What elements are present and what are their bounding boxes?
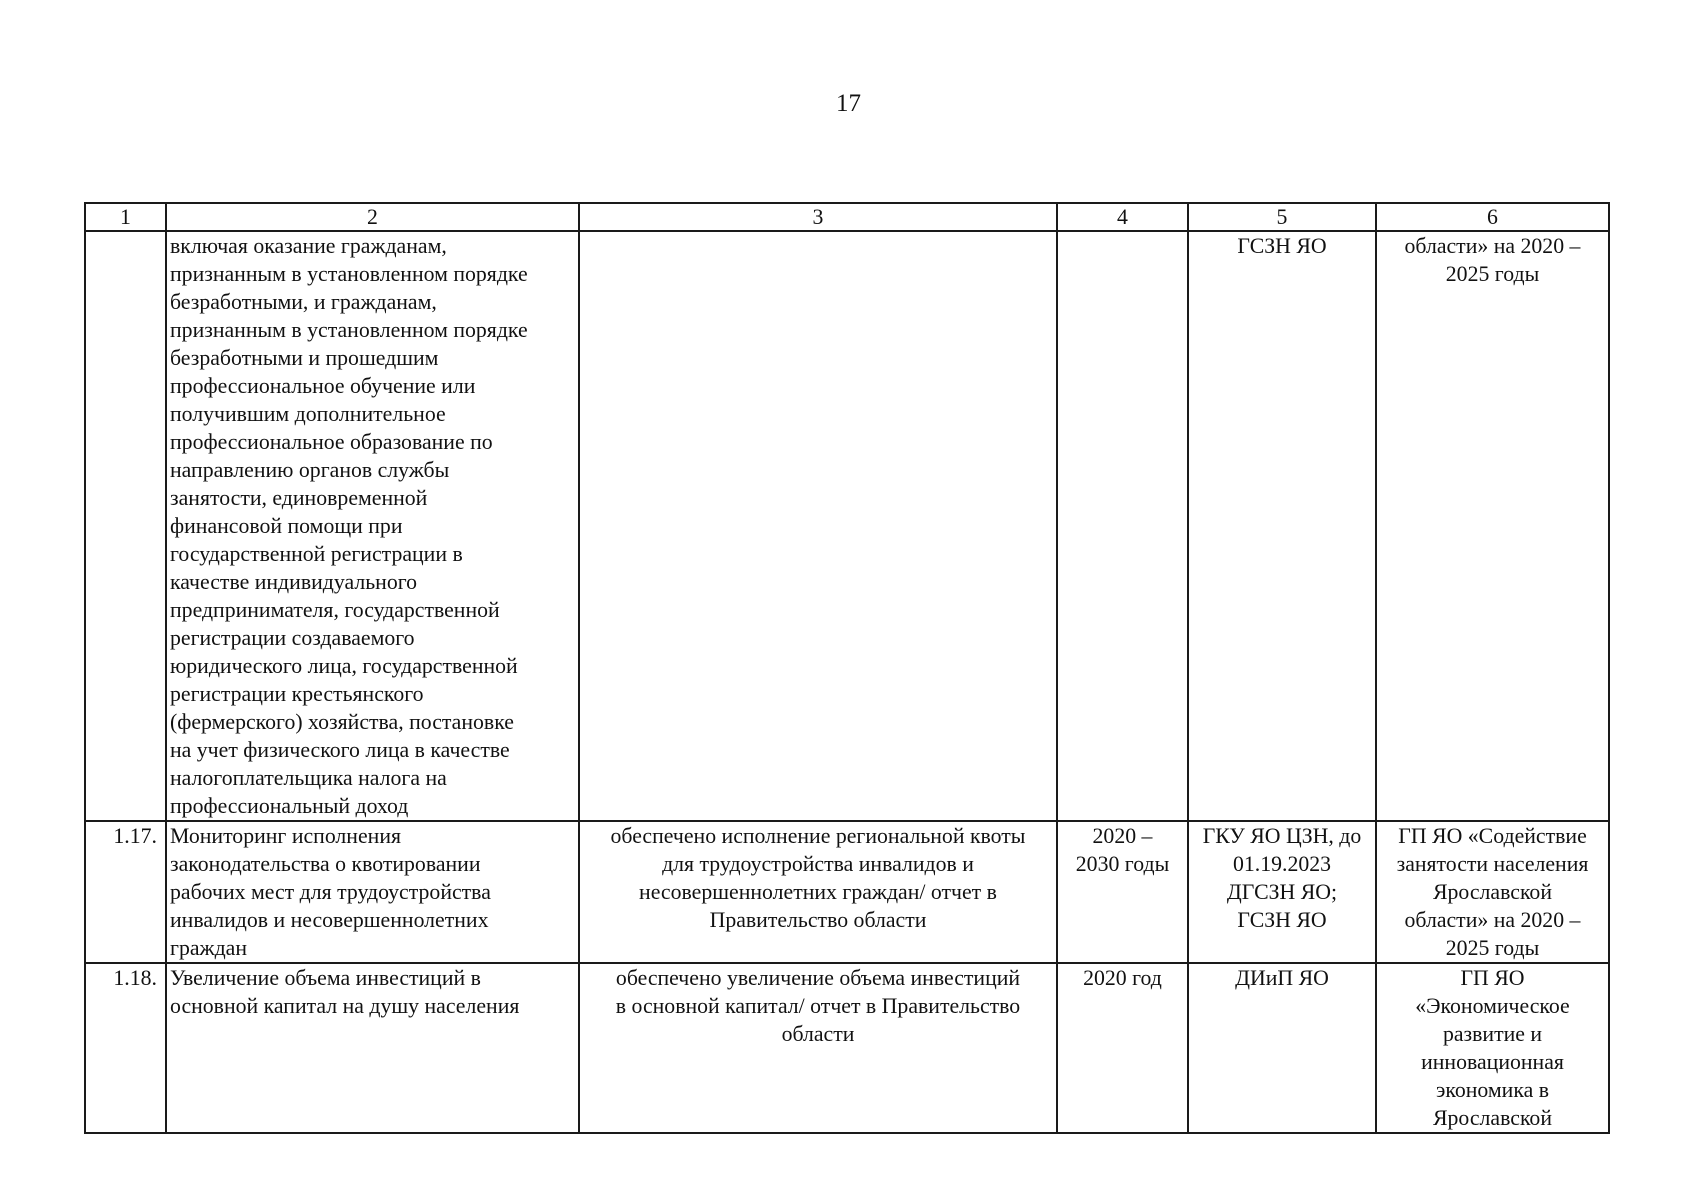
cell-result — [579, 821, 1057, 963]
page-number: 17 — [836, 90, 861, 117]
cell-line: для трудоустройства инвалидов и — [662, 852, 974, 876]
cell-line: обеспечено увеличение объема инвестиций — [615, 966, 1021, 990]
cell-line: Мониторинг исполнения — [170, 824, 402, 848]
cell-measure-name — [166, 821, 579, 963]
plan-table — [84, 202, 1610, 1134]
cell-line: 2025 годы — [1445, 936, 1540, 960]
cell-line: в основной капитал/ отчет в Правительство — [615, 994, 1021, 1018]
cell-line: развитие и — [1442, 1022, 1543, 1046]
cell-executor — [1188, 821, 1376, 963]
cell-line: области» на 2020 – — [1404, 234, 1581, 258]
cell-line: на учет физического лица в качестве — [170, 738, 510, 762]
cell-line: регистрации создаваемого — [170, 626, 415, 650]
cell-line: ДИиП ЯО — [1235, 966, 1329, 990]
cell-line: ГП ЯО — [1460, 966, 1525, 990]
cell-line: ГСЗН ЯО — [1237, 908, 1327, 932]
cell-line: финансовой помощи при — [170, 514, 403, 538]
cell-line: государственной регистрации в — [170, 542, 463, 566]
cell-line: 2025 годы — [1445, 262, 1540, 286]
cell-line: Увеличение объема инвестиций в — [170, 966, 481, 990]
cell-line: получившим дополнительное — [170, 402, 446, 426]
header-col-4: 4 — [1057, 203, 1188, 231]
header-col-2: 2 — [166, 203, 579, 231]
cell-line: профессиональный доход — [170, 794, 409, 818]
cell-line: 2020 – — [1092, 824, 1153, 848]
cell-line: профессиональное образование по — [170, 430, 493, 454]
cell-line: Ярославской — [1433, 880, 1552, 904]
cell-line: профессиональное обучение или — [170, 374, 476, 398]
cell-line: обеспечено исполнение региональной квоты — [610, 824, 1026, 848]
cell-line: ДГСЗН ЯО; — [1226, 880, 1338, 904]
cell-line: безработными и прошедшим — [170, 346, 439, 370]
cell-line: включая оказание гражданам, — [170, 234, 447, 258]
cell-line: рабочих мест для трудоустройства — [170, 880, 491, 904]
cell-program — [1376, 231, 1609, 821]
cell-line: 2030 годы — [1075, 852, 1170, 876]
cell-result — [579, 963, 1057, 1133]
cell-line: 2020 год — [1083, 966, 1162, 990]
cell-line: ГП ЯО «Содействие — [1398, 824, 1587, 848]
header-col-3: 3 — [579, 203, 1057, 231]
cell-line: (фермерского) хозяйства, постановке — [170, 710, 514, 734]
table-row — [85, 963, 1609, 1133]
cell-line: качестве индивидуального — [170, 570, 418, 594]
cell-line: занятости населения — [1396, 852, 1589, 876]
cell-program — [1376, 821, 1609, 963]
cell-measure-name — [166, 231, 579, 821]
plan-table-container — [84, 202, 1608, 1134]
cell-line: инновационная — [1421, 1050, 1564, 1074]
cell-line: юридического лица, государственной — [170, 654, 518, 678]
header-col-6: 6 — [1376, 203, 1609, 231]
cell-line: ГСЗН ЯО — [1237, 234, 1327, 258]
cell-line: инвалидов и несовершеннолетних — [170, 908, 489, 932]
cell-line: несовершеннолетних граждан/ отчет в — [639, 880, 997, 904]
cell-program — [1376, 963, 1609, 1133]
cell-period — [1057, 963, 1188, 1133]
cell-line: регистрации крестьянского — [170, 682, 424, 706]
cell-number: 1.17. — [85, 821, 166, 963]
table-row — [85, 231, 1609, 821]
cell-measure-name — [166, 963, 579, 1133]
cell-line: ГКУ ЯО ЦЗН, до — [1202, 824, 1362, 848]
cell-line: безработными, и гражданам, — [170, 290, 437, 314]
header-col-1: 1 — [85, 203, 166, 231]
cell-line: предпринимателя, государственной — [170, 598, 500, 622]
cell-result — [579, 231, 1057, 821]
cell-period — [1057, 231, 1188, 821]
cell-executor — [1188, 963, 1376, 1133]
cell-line: экономика в — [1435, 1078, 1550, 1102]
cell-line: 01.19.2023 — [1232, 852, 1332, 876]
table-header-row — [85, 203, 1609, 231]
cell-line: направлению органов службы — [170, 458, 450, 482]
cell-line: области — [781, 1022, 855, 1046]
cell-line: основной капитал на душу населения — [170, 994, 520, 1018]
cell-line: Правительство области — [709, 908, 927, 932]
cell-line: занятости, единовременной — [170, 486, 428, 510]
header-col-5: 5 — [1188, 203, 1376, 231]
cell-line: граждан — [170, 936, 248, 960]
cell-line: признанным в установленном порядке — [170, 318, 528, 342]
cell-line: области» на 2020 – — [1404, 908, 1581, 932]
cell-executor — [1188, 231, 1376, 821]
cell-number: 1.18. — [85, 963, 166, 1133]
cell-line: признанным в установленном порядке — [170, 262, 528, 286]
cell-number — [85, 231, 166, 821]
table-row — [85, 821, 1609, 963]
cell-period — [1057, 821, 1188, 963]
cell-line: «Экономическое — [1415, 994, 1570, 1018]
cell-line: налогоплательщика налога на — [170, 766, 447, 790]
table-body — [85, 231, 1609, 1133]
cell-line: Ярославской — [1433, 1106, 1552, 1130]
cell-line: законодательства о квотировании — [170, 852, 481, 876]
